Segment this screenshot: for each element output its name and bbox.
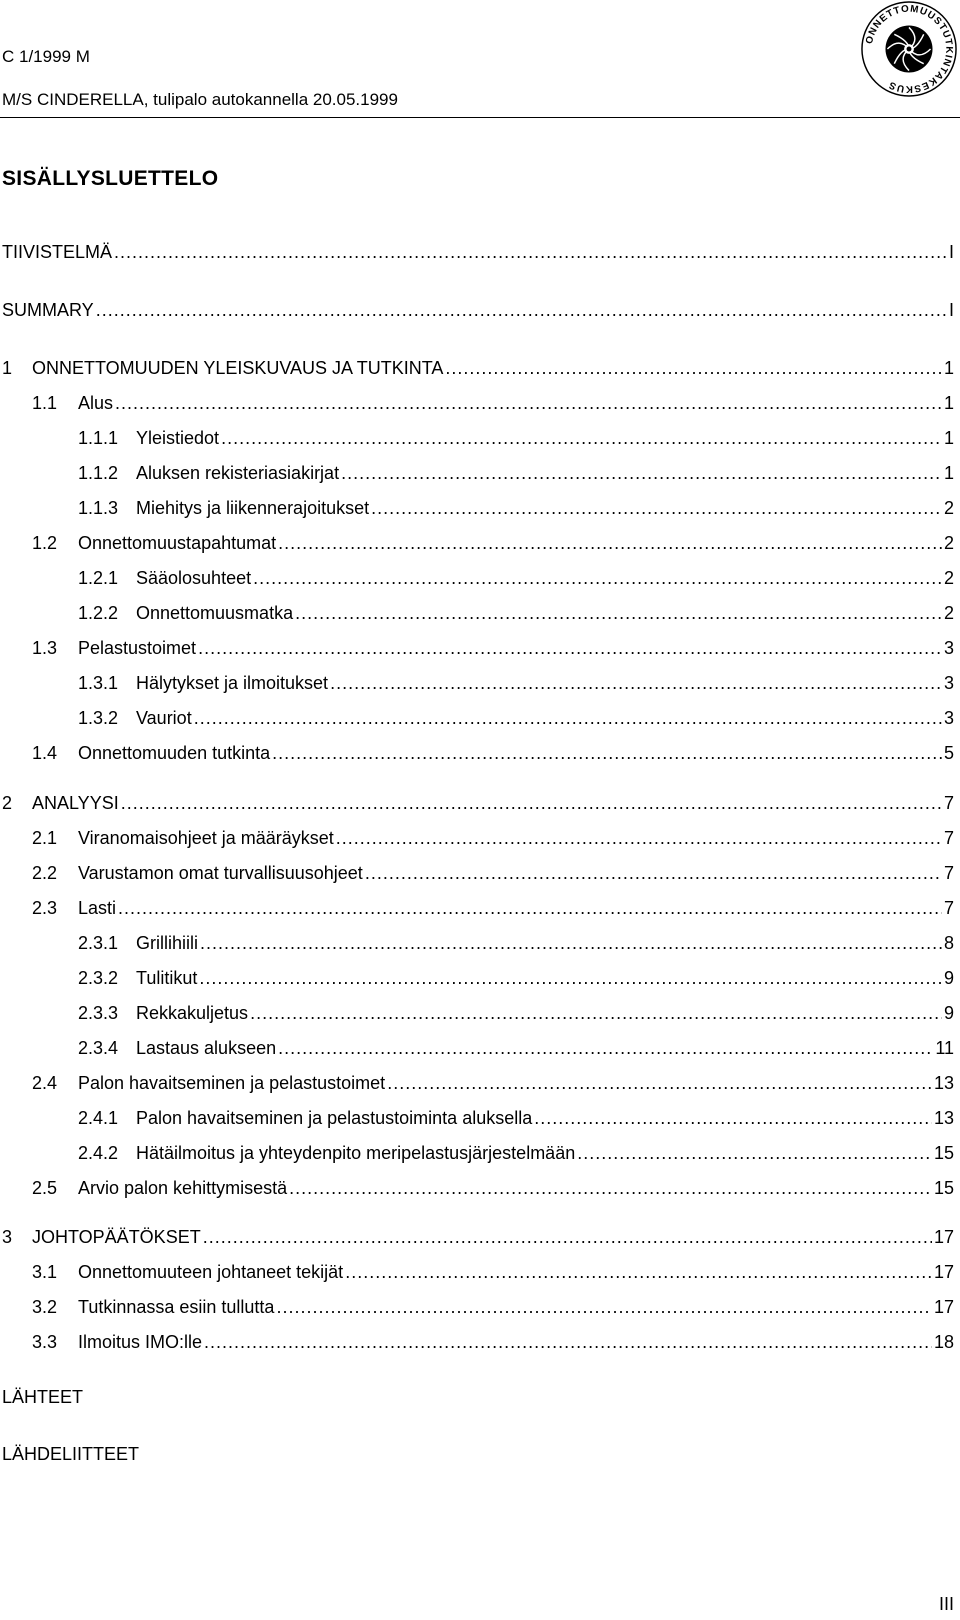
toc-entry-label: Yleistiedot bbox=[136, 428, 220, 448]
toc-entry-label: Viranomaisohjeet ja määräykset bbox=[78, 828, 334, 848]
toc-entry-label: Lasti bbox=[78, 898, 117, 918]
toc-entry[interactable] bbox=[78, 966, 954, 990]
toc-leader-dots bbox=[345, 1260, 932, 1284]
header-subtitle: M/S CINDERELLA, tulipalo autokannella 20.05.1999 bbox=[2, 90, 398, 109]
toc-entry-page: 13 bbox=[933, 1108, 954, 1128]
toc-entry[interactable] bbox=[78, 566, 954, 590]
toc-entry-number: 1.3 bbox=[32, 638, 58, 658]
toc-entry[interactable] bbox=[78, 461, 954, 485]
toc-entry-page: 1 bbox=[943, 393, 954, 413]
header-rule bbox=[0, 117, 960, 118]
toc-leader-dots bbox=[289, 1176, 932, 1200]
toc-leader-dots bbox=[253, 566, 942, 590]
toc-entry-source-appendices[interactable]: LÄHDELIITTEET bbox=[2, 1444, 140, 1464]
toc-leader-dots bbox=[121, 791, 942, 815]
toc-entry[interactable] bbox=[2, 298, 954, 322]
toc-leader-dots bbox=[203, 1225, 932, 1249]
toc-entry-label: Aluksen rekisteriasiakirjat bbox=[136, 463, 340, 483]
toc-entry-number: 1.1.1 bbox=[78, 428, 119, 448]
toc-entry[interactable] bbox=[32, 861, 954, 885]
toc-entry[interactable] bbox=[78, 1106, 954, 1130]
toc-entry-label: ANALYYSI bbox=[32, 793, 119, 813]
toc-entry[interactable] bbox=[78, 496, 954, 520]
header-code: C 1/1999 M bbox=[2, 47, 90, 66]
toc-entry-number: 3.2 bbox=[32, 1297, 58, 1317]
toc-entry[interactable] bbox=[32, 531, 954, 555]
toc-entry-label: Miehitys ja liikennerajoitukset bbox=[136, 498, 370, 518]
toc-entry-page: 9 bbox=[943, 968, 954, 988]
toc-entry-page: 2 bbox=[943, 533, 954, 553]
toc-entry-page: 15 bbox=[933, 1143, 954, 1163]
toc-entry-number: 2.3.3 bbox=[78, 1003, 119, 1023]
toc-entry[interactable] bbox=[78, 671, 954, 695]
toc-entry-number: 3 bbox=[2, 1227, 13, 1247]
toc-entry-number: 3.1 bbox=[32, 1262, 58, 1282]
toc-leader-dots bbox=[276, 1295, 932, 1319]
toc-entry-number: 2.3 bbox=[32, 898, 58, 918]
toc-entry-number: 2 bbox=[2, 793, 13, 813]
toc-entry-label: Onnettomuuden tutkinta bbox=[78, 743, 271, 763]
toc-entry-number: 2.3.4 bbox=[78, 1038, 119, 1058]
toc-entry-number: 1.2.1 bbox=[78, 568, 119, 588]
toc-entry-number: 2.4 bbox=[32, 1073, 58, 1093]
toc-entry-label: Hätäilmoitus ja yhteydenpito meripelastusjärjestelmään bbox=[136, 1143, 576, 1163]
toc-leader-dots bbox=[200, 931, 942, 955]
toc-entry[interactable] bbox=[78, 931, 954, 955]
toc-entry[interactable] bbox=[32, 1295, 954, 1319]
toc-entry-page: 2 bbox=[943, 498, 954, 518]
toc-entry-page: 5 bbox=[943, 743, 954, 763]
toc-leader-dots bbox=[194, 706, 942, 730]
toc-entry[interactable] bbox=[32, 636, 954, 660]
toc-entry-label: Vauriot bbox=[136, 708, 192, 728]
toc-entry-label: JOHTOPÄÄTÖKSET bbox=[32, 1227, 201, 1247]
toc-leader-dots bbox=[371, 496, 942, 520]
toc-leader-dots bbox=[365, 861, 942, 885]
toc-entry-number: 3.3 bbox=[32, 1332, 58, 1352]
toc-entry-label: SUMMARY bbox=[2, 300, 94, 320]
toc-leader-dots bbox=[534, 1106, 932, 1130]
toc-leader-dots bbox=[221, 426, 942, 450]
toc-entry-page: 17 bbox=[933, 1227, 954, 1247]
toc-entry-number: 2.3.1 bbox=[78, 933, 119, 953]
toc-entry[interactable] bbox=[78, 1036, 954, 1060]
toc-entry-number: 1.1 bbox=[32, 393, 58, 413]
toc-entry[interactable] bbox=[78, 601, 954, 625]
toc-entry-number: 2.3.2 bbox=[78, 968, 119, 988]
toc-leader-dots bbox=[204, 1330, 932, 1354]
toc-entry-number: 1 bbox=[2, 358, 13, 378]
toc-entry[interactable] bbox=[2, 1225, 954, 1249]
toc-entry-number: 1.1.3 bbox=[78, 498, 119, 518]
toc-entry-number: 1.1.2 bbox=[78, 463, 119, 483]
toc-entry-number: 2.5 bbox=[32, 1178, 58, 1198]
toc-entry[interactable] bbox=[32, 1176, 954, 1200]
toc-leader-dots bbox=[118, 896, 942, 920]
toc-leader-dots bbox=[114, 240, 947, 264]
toc-entry-number: 1.4 bbox=[32, 743, 58, 763]
toc-entry-label: ONNETTOMUUDEN YLEISKUVAUS JA TUTKINTA bbox=[32, 358, 444, 378]
toc-entry-page: I bbox=[948, 300, 954, 320]
toc-leader-dots bbox=[341, 461, 942, 485]
toc-entry[interactable] bbox=[32, 391, 954, 415]
toc-entry-page: 3 bbox=[943, 673, 954, 693]
toc-entry-page: 7 bbox=[943, 828, 954, 848]
toc-entry-number: 1.2 bbox=[32, 533, 58, 553]
toc-entry-label: Arvio palon kehittymisestä bbox=[78, 1178, 288, 1198]
toc-leader-dots bbox=[96, 298, 947, 322]
toc-entry-sources[interactable]: LÄHTEET bbox=[2, 1387, 84, 1407]
toc-entry[interactable] bbox=[78, 426, 954, 450]
toc-entry-page: 15 bbox=[933, 1178, 954, 1198]
toc-entry-label: Hälytykset ja ilmoitukset bbox=[136, 673, 329, 693]
toc-entry-page: I bbox=[948, 242, 954, 262]
toc-entry[interactable] bbox=[32, 741, 954, 765]
toc-entry-label: Grillihiili bbox=[136, 933, 198, 953]
toc-entry-page: 17 bbox=[933, 1297, 954, 1317]
toc-entry[interactable] bbox=[32, 1260, 954, 1284]
toc-leader-dots bbox=[250, 1001, 942, 1025]
toc-leader-dots bbox=[199, 966, 942, 990]
toc-leader-dots bbox=[115, 391, 942, 415]
toc-leader-dots bbox=[387, 1071, 932, 1095]
svg-text:ONNETTOMUUSTUTKINTAKESKUS: ONNETTOMUUSTUTKINTAKESKUS bbox=[864, 3, 955, 95]
toc-entry-label: Pelastustoimet bbox=[78, 638, 197, 658]
toc-entry[interactable] bbox=[2, 791, 954, 815]
accident-investigation-board-logo-icon bbox=[860, 0, 958, 98]
toc-entry-label: Onnettomuusmatka bbox=[136, 603, 294, 623]
toc-entry-page: 3 bbox=[943, 638, 954, 658]
toc-leader-dots bbox=[336, 826, 942, 850]
toc-entry[interactable] bbox=[32, 1330, 954, 1354]
toc-entry-page: 1 bbox=[943, 428, 954, 448]
toc-entry-label: Varustamon omat turvallisuusohjeet bbox=[78, 863, 363, 883]
toc-entry-label: Lastaus alukseen bbox=[136, 1038, 277, 1058]
toc-entry-label: Tutkinnassa esiin tullutta bbox=[78, 1297, 275, 1317]
toc-entry-label: TIIVISTELMÄ bbox=[2, 242, 113, 262]
toc-entry-page: 8 bbox=[943, 933, 954, 953]
toc-entry-label: Alus bbox=[78, 393, 114, 413]
toc-entry-page: 2 bbox=[943, 603, 954, 623]
toc-entry-page: 3 bbox=[943, 708, 954, 728]
toc-leader-dots bbox=[272, 741, 942, 765]
toc-entry[interactable] bbox=[78, 1141, 954, 1165]
toc-entry-page: 18 bbox=[933, 1332, 954, 1352]
toc-entry-label: Palon havaitseminen ja pelastustoimet bbox=[78, 1073, 386, 1093]
toc-entry-number: 2.2 bbox=[32, 863, 58, 883]
toc-entry-number: 2.4.1 bbox=[78, 1108, 119, 1128]
toc-leader-dots bbox=[330, 671, 942, 695]
page-number: III bbox=[938, 1594, 954, 1614]
toc-entry-number: 2.1 bbox=[32, 828, 58, 848]
toc-entry-label: Palon havaitseminen ja pelastustoiminta aluksella bbox=[136, 1108, 533, 1128]
toc-entry-number: 1.3.2 bbox=[78, 708, 119, 728]
toc-entry-page: 17 bbox=[933, 1262, 954, 1282]
toc-entry[interactable] bbox=[32, 826, 954, 850]
toc-entry-label: Onnettomuustapahtumat bbox=[78, 533, 277, 553]
toc-leader-dots bbox=[278, 531, 942, 555]
toc-entry-page: 7 bbox=[943, 793, 954, 813]
toc-entry[interactable] bbox=[32, 896, 954, 920]
toc-leader-dots bbox=[278, 1036, 933, 1060]
toc-entry-page: 7 bbox=[943, 863, 954, 883]
toc-entry[interactable] bbox=[2, 240, 954, 264]
toc-entry-label: Tulitikut bbox=[136, 968, 198, 988]
toc-entry-label: Onnettomuuteen johtaneet tekijät bbox=[78, 1262, 344, 1282]
toc-entry-number: 1.2.2 bbox=[78, 603, 119, 623]
toc-entry[interactable] bbox=[78, 1001, 954, 1025]
toc-leader-dots bbox=[445, 356, 942, 380]
toc-entry-page: 1 bbox=[943, 358, 954, 378]
toc-entry-label: Ilmoitus IMO:lle bbox=[78, 1332, 203, 1352]
toc-entry-number: 2.4.2 bbox=[78, 1143, 119, 1163]
toc-leader-dots bbox=[577, 1141, 932, 1165]
toc-entry-page: 11 bbox=[935, 1038, 954, 1058]
toc-entry[interactable] bbox=[2, 356, 954, 380]
toc-entry-page: 7 bbox=[943, 898, 954, 918]
toc-entry-number: 1.3.1 bbox=[78, 673, 119, 693]
toc-entry[interactable] bbox=[32, 1071, 954, 1095]
toc-leader-dots bbox=[295, 601, 942, 625]
toc-entry-label: Sääolosuhteet bbox=[136, 568, 252, 588]
toc-entry-page: 9 bbox=[943, 1003, 954, 1023]
toc-title: SISÄLLYSLUETTELO bbox=[2, 167, 219, 190]
toc-entry-page: 2 bbox=[943, 568, 954, 588]
toc-entry[interactable] bbox=[78, 706, 954, 730]
toc-entry-page: 13 bbox=[933, 1073, 954, 1093]
toc-entry-label: Rekkakuljetus bbox=[136, 1003, 249, 1023]
toc-leader-dots bbox=[198, 636, 942, 660]
toc-entry-page: 1 bbox=[943, 463, 954, 483]
